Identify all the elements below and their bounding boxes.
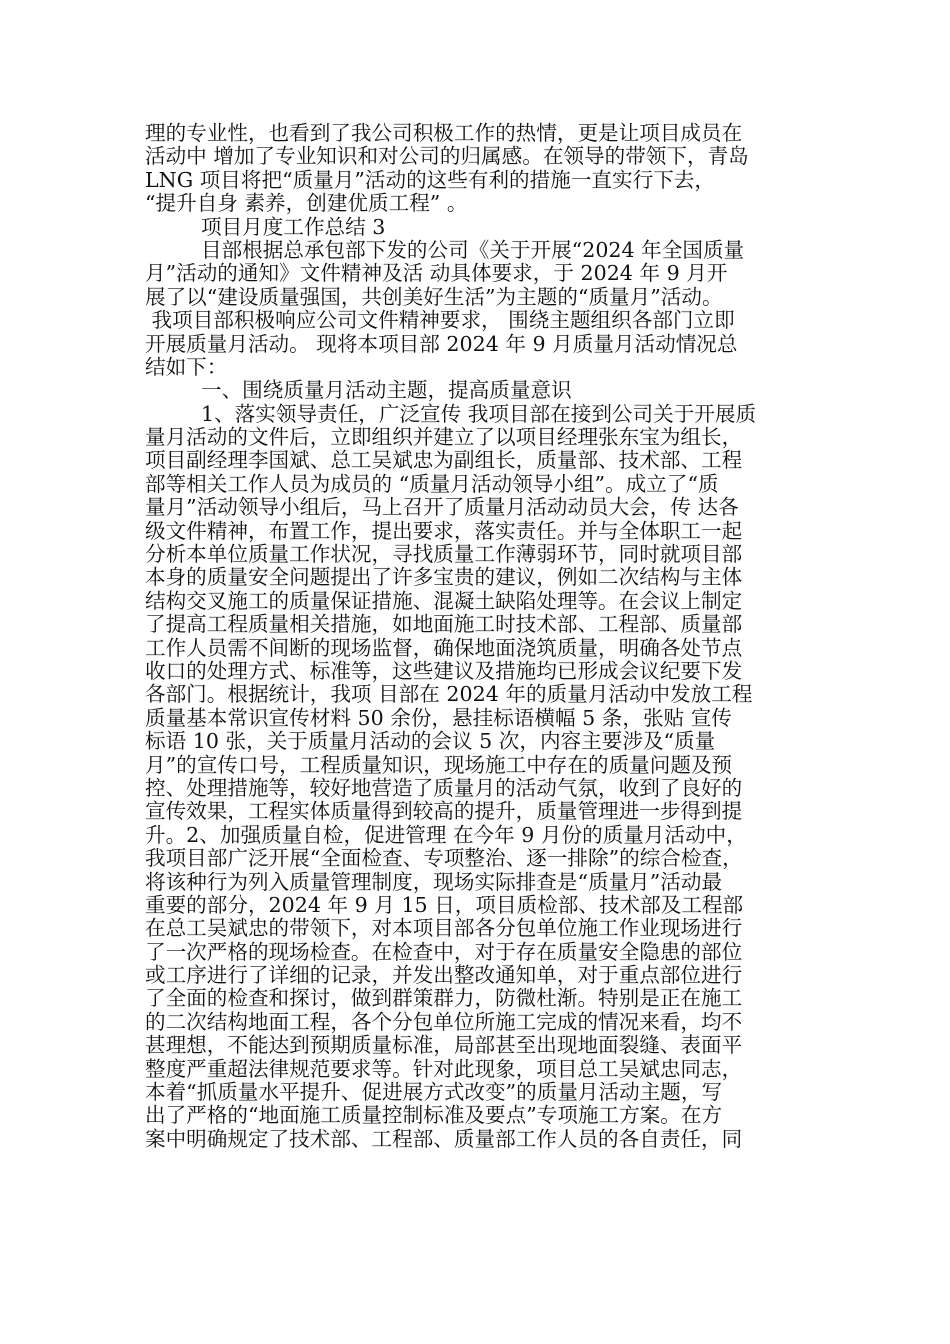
text-line: 收口的处理方式、标准等，这些建议及措施均已形成会议纪要下发 [145,658,743,683]
text-line: 展了以“建设质量强国，共创美好生活”为主题的“质量月”活动。 [145,284,723,309]
text-line: “提升自身 素养，创建优质工程” 。 [145,191,468,216]
text-line: 月”活动的通知》文件精神及活 动具体要求，于 2024 年 9 月开 [145,261,728,286]
text-line: 各部门。根据统计，我项 目部在 2024 年的质量月活动中发放工程 [145,682,753,707]
text-line: 重要的部分，2024 年 9 月 15 日，项目质检部、技术部及工程部 [145,892,744,917]
text-line: 分析本单位质量工作状况，寻找质量工作薄弱环节，同时就项目部 [145,542,743,567]
text-line: 标语 10 张，关于质量月活动的会议 5 次，内容主要涉及“质量 [145,729,716,754]
text-line: 在总工吴斌忠的带领下，对本项目部各分包单位施工作业现场进行 [145,916,743,941]
text-line: 级文件精神，布置工作，提出要求，落实责任。并与全体职工一起 [145,518,743,543]
text-line: 月”的宣传口号，工程质量知识，现场施工中存在的质量问题及预 [145,752,733,777]
text-line: 理的专业性，也看到了我公司积极工作的热情，更是让项目成员在 [145,121,743,145]
text-line: 出了严格的“地面施工质量控制标准及要点”专项施工方案。在方 [145,1103,723,1128]
text-line: 的二次结构地面工程，各个分包单位所施工完成的情况来看，均不 [145,1009,743,1034]
document-body [145,122,828,1151]
text-line: 质量基本常识宣传材料 50 余份，悬挂标语横幅 5 条，张贴 宣传 [145,705,732,730]
text-line: 或工序进行了详细的记录，并发出整改通知单，对于重点部位进行 [145,963,743,988]
text-line: 将该种行为列入质量管理制度，现场实际排查是“质量月”活动最 [145,869,723,894]
text-line: 整度严重超法律规范要求等。针对此现象，项目总工吴斌忠同志， [145,1056,743,1081]
text-line: 项目副经理李国斌、总工吴斌忠为副组长，质量部、技术部、工程 [145,448,743,473]
text-line: 我项目部广泛开展“全面检查、专项整治、逐一排除”的综合检查， [145,846,743,871]
text-line: 目部根据总承包部下发的公司《关于开展“2024 年全国质量 [201,237,745,262]
text-line: 本着“抓质量水平提升、促进展方式改变”的质量月活动主题，写 [145,1080,723,1105]
text-line: 控、处理措施等，较好地营造了质量月的活动气氛，收到了良好的 [145,775,743,800]
text-line: 了提高工程质量相关措施，如地面施工时技术部、工程部、质量部 [145,612,743,637]
text-line: 1、落实领导责任，广泛宣传 我项目部在接到公司关于开展质 [201,401,757,426]
text-line: 量月活动的文件后，立即组织并建立了以项目经理张东宝为组长， [145,425,743,450]
text-line: 升。2、加强质量自检，促进管理 在今年 9 月份的质量月活动中， [145,822,747,847]
text-line: 部等相关工作人员为成员的 “质量月活动领导小组”。成立了“质 [145,471,719,496]
text-line: 了全面的检查和探讨，做到群策群力，防微杜渐。特别是正在施工 [145,986,743,1011]
text-line: 结如下： [145,354,228,379]
text-line: 宣传效果，工程实体质量得到较高的提升，质量管理进一步得到提 [145,799,743,824]
text-line: 案中明确规定了技术部、工程部、质量部工作人员的各自责任，同 [145,1126,743,1151]
text-line: 我项目部积极响应公司文件精神要求， 围绕主题组织各部门立即 [145,308,735,333]
text-line: 了一次严格的现场检查。在检查中，对于存在质量安全隐患的部位 [145,939,743,964]
text-line: 开展质量月活动。 现将本项目部 2024 年 9 月质量月活动情况总 [145,331,738,356]
text-line: 本身的质量安全问题提出了许多宝贵的建议，例如二次结构与主体 [145,565,743,590]
text-line: 量月”活动领导小组后，马上召开了质量月活动动员大会，传 达各 [145,495,739,520]
text-line: 项目月度工作总结 3 [201,214,386,239]
text-line: 结构交叉施工的质量保证措施、混凝土缺陷处理等。在会议上制定 [145,588,743,613]
text-line: 一、围绕质量月活动主题，提高质量意识 [201,378,572,403]
text-line: LNG 项目将把“质量月”活动的这些有利的措施一直实行下去， [145,167,715,192]
text-line: 甚理想，不能达到预期质量标准，局部甚至出现地面裂缝、表面平 [145,1033,743,1058]
text-line: 工作人员需不间断的现场监督，确保地面浇筑质量，明确各处节点 [145,635,743,660]
text-line: 活动中 增加了专业知识和对公司的归属感。在领导的带领下，青岛 [145,144,749,169]
